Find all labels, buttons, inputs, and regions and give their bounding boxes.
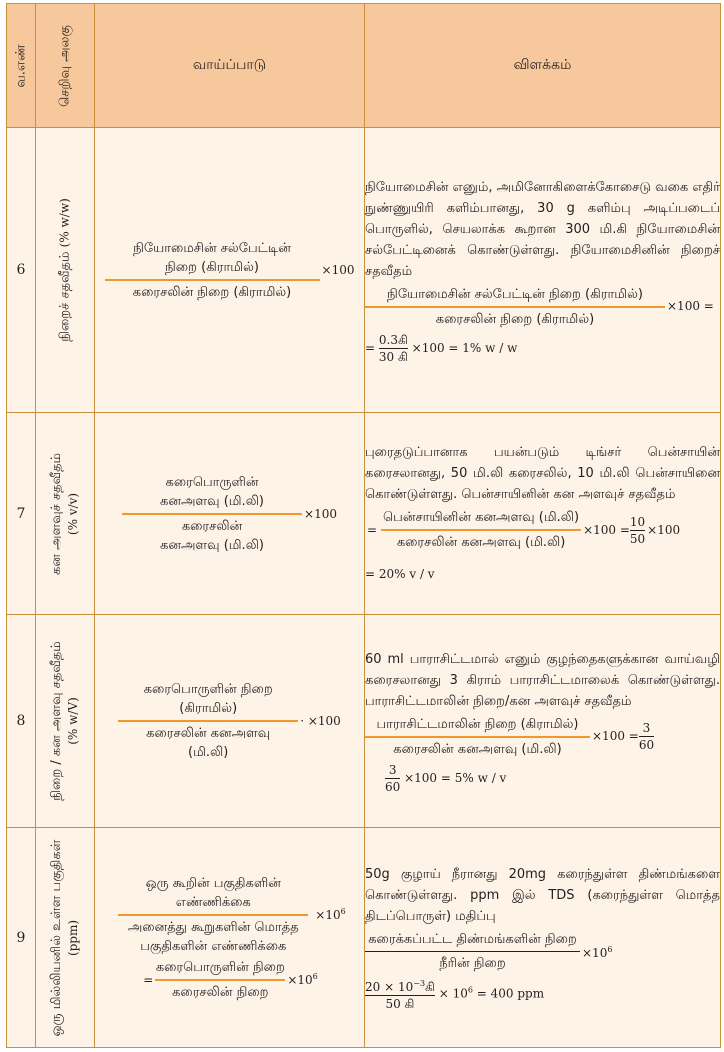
row-explanation: 50g குழாய் நீரானது 20mg கரைந்துள்ள திண்மங்களை கொண்டுள்ளது. ppm இல் TDS (கரைந்துள்ள மொத்த திடப்பொருள்) மதிப்பு $\frac{\text{கரைக்கப்பட்ட திண்மங்களின் நிறை}}{\text{நீரின் நிறை}}$ $\times 10^6$ $\frac{20 \times 10^{-3}கி}{\text{50 கி}}$ × $10^6 = 400$ ppm	[365, 828, 721, 1048]
example-calculation: = $\frac{\text{0.3கி}}{\text{30 கி}}$ ×100 = 1% w / w	[365, 332, 518, 364]
fraction-bar	[118, 720, 298, 722]
row-explanation: புரைதடுப்பானாக பயன்படும் டிங்சர் பென்சாயின் கரைசலானது, 50 மி.லி கரைசலில், 10 மி.லி பென்சாயினை கொண்டுள்ளது. பென்சாயினின் கன அளவுச் சதவீதம் = $\frac{\text{பென்சாயினின் கனஅளவு (மி.லி)}}{\text{கரைசலின் கனஅளவு (மி.லி)}}$ ×100 = $\frac{10}{50}$ ×100 = 20% v / v	[365, 413, 721, 615]
row-unit: நிறைச் சதவீதம் (% w/w)	[36, 128, 95, 413]
table-row	[7, 615, 721, 828]
row-formula	[95, 128, 365, 413]
example-calculation: $\frac{3}{60}$ ×100 = 5% w / v	[385, 762, 507, 794]
row-formula	[95, 413, 365, 615]
example-fraction: $\frac{\text{கரைக்கப்பட்ட திண்மங்களின் நிறை}}{\text{நீரின் நிறை}}$ $\times 10^6$	[365, 930, 720, 973]
example-fraction: $\frac{\text{பாராசிட்டமாலின் நிறை (கிராமில்)}}{\text{கரைசலின் கனஅளவு (மி.லி)}}$ ×100 = $\frac{3}{60}$	[365, 715, 720, 759]
header-formula: வாய்ப்பாடு	[95, 4, 365, 128]
row-sno: 9	[7, 828, 36, 1048]
row-explanation: நியோமைசின் எனும், அமினோகிளைக்கோசைடு வகை எதிர் நுண்ணுயிரி களிம்பானது, 30 g களிம்பு அடிப்படைப் பொருளில், செயலாக்க கூறான 300 மி.கி நியோமைசின் சல்பேட்டினைக் கொண்டுள்ளது. நியோமைசினின் நிறைச் சதவீதம் $\frac{\text{நியோமைசின் சல்பேட்டின் நிறை (கிராமில்)}}{\text{கரைசலின் நிறை (கிராமில்)}}$ ×100 = = $\frac{\text{0.3கி}}{\text{30 கி}}$ ×100 = 1% w / w	[365, 128, 721, 413]
row-sno: 7	[7, 413, 36, 615]
concentration-units-table	[6, 3, 721, 1048]
row-unit: ஒரு மில்லியனில் உள்ள பகுதிகள் (ppm)	[36, 828, 95, 1048]
row-formula	[95, 615, 365, 828]
row-sno: 6	[7, 128, 36, 413]
example-result: = 20% v / v	[365, 567, 435, 581]
table-row	[7, 128, 721, 413]
fraction-bar	[118, 914, 308, 916]
example-fraction: $\frac{\text{நியோமைசின் சல்பேட்டின் நிறை (கிராமில்)}}{\text{கரைசலின் நிறை (கிராமில்)}}$ ×100 =	[365, 285, 720, 329]
row-unit: நிறை / கன அளவு சதவீதம் (% w/V)	[36, 615, 95, 828]
formula-fraction: $\frac{\text{ஒரு கூறின் பகுதிகளின் எண்ணிக்கை}}{\text{அனைத்து கூறுகளின் மொத்த பகுதிகளின் எண்ணிக்கை}}$ $\times 10^6$	[95, 874, 364, 956]
row-sno: 8	[7, 615, 36, 828]
example-calculation: $\frac{20 \times 10^{-3}கி}{\text{50 கி}}$ × $10^6 = 400$ ppm	[365, 979, 545, 1011]
row-formula	[95, 828, 365, 1048]
row-unit: கன அளவுச் சதவீதம் (% v/v)	[36, 413, 95, 615]
formula-fraction: $\frac{\text{நியோமைசின் சல்பேட்டின் நிறை (கிராமில்)}}{\text{கரைசலின் நிறை (கிராமில்)}}$ ×100	[95, 239, 364, 302]
table-header-row	[7, 4, 721, 128]
table-row	[7, 413, 721, 615]
header-sno: வ.எண்	[7, 4, 36, 128]
formula-fraction: $\frac{\text{கரைபொருளின் நிறை (கிராமில்)}}{\text{கரைசலின் கனஅளவு (மி.லி)}}$ · ×100	[95, 680, 364, 762]
header-explanation: விளக்கம்	[365, 4, 721, 128]
fraction-bar	[122, 513, 302, 515]
row-explanation: 60 ml பாராசிட்டமால் எனும் குழந்தைகளுக்கான வாய்வழி கரைசலானது 3 கிராம் பாராசிட்டமாலைக் கொண்டுள்ளது. பாராசிட்டமாலின் நிறை/கன அளவுச் சதவீதம் $\frac{\text{பாராசிட்டமாலின் நிறை (கிராமில்)}}{\text{கரைசலின் கனஅளவு (மி.லி)}}$ ×100 = $\frac{3}{60}$ $\frac{3}{60}$ ×100 = 5% w / v	[365, 615, 721, 828]
fraction-bar	[105, 279, 320, 281]
header-unit: செறிவு அலகு	[36, 4, 95, 128]
table-row	[7, 828, 721, 1048]
formula-fraction-2: = $\frac{\text{கரைபொருளின் நிறை}}{\text{கரைசலின் நிறை}}$ $\times 10^6$	[143, 959, 318, 1000]
formula-fraction: $\frac{\text{கரைபொருளின் கனஅளவு (மி.லி)}}{\text{கரைசலின் கனஅளவு (மி.லி)}}$ ×100	[95, 473, 364, 555]
example-fraction: = $\frac{\text{பென்சாயினின் கனஅளவு (மி.லி)}}{\text{கரைசலின் கனஅளவு (மி.லி)}}$ ×100 = $\frac{10}{50}$ ×100	[367, 510, 681, 550]
